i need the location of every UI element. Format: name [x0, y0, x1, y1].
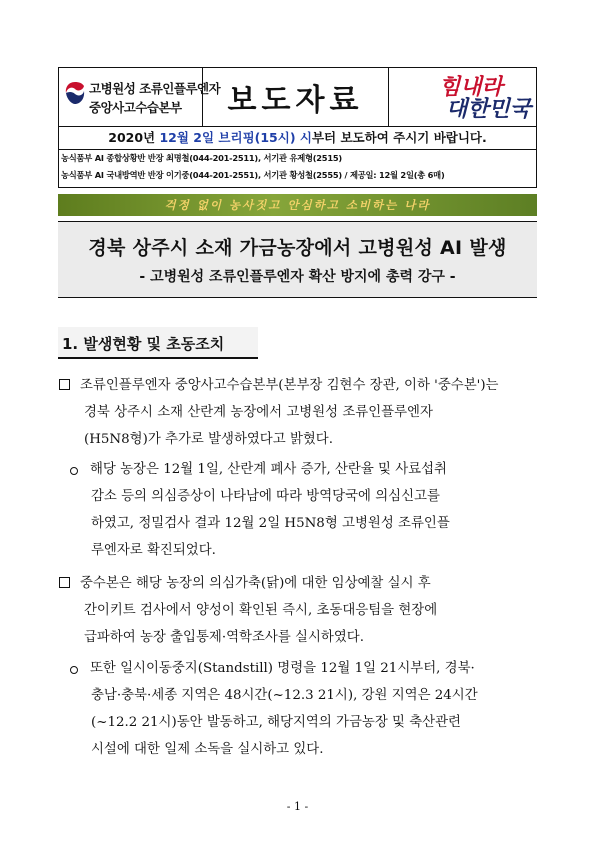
paragraph-line: 충남·충북·세종 지역은 48시간(~12.3 21시), 강원 지역은 24시간	[91, 688, 478, 703]
release-notice	[58, 126, 537, 150]
circle-bullet-icon	[70, 467, 78, 475]
contact-line: 농식품부 AI 종합상황반 반장 최명철(044-201-2511), 서기관 유제형(2515)	[61, 153, 342, 163]
paragraph-line: 경북 상주시 소재 산란계 농장에서 고병원성 조류인플루엔자	[84, 405, 433, 420]
slogan-logo-cell	[389, 68, 536, 126]
headline-box	[58, 221, 537, 298]
paragraph	[90, 456, 450, 564]
paragraph-line: 시설에 대한 일제 소독을 실시하고 있다.	[91, 742, 324, 757]
org-name-line2: 중앙사고수습본부	[89, 100, 182, 115]
paragraph-line: (H5N8형)가 추가로 발생하였다고 밝혔다.	[84, 432, 334, 447]
section-underline	[58, 357, 258, 359]
release-date-time: 12월 2일 브리핑(15시) 시	[159, 130, 312, 145]
circle-bullet-icon	[70, 666, 78, 674]
release-prefix: 2020년	[108, 130, 160, 145]
government-emblem-icon	[64, 80, 86, 106]
paragraph	[90, 655, 478, 763]
slogan-banner	[58, 194, 537, 216]
paragraph-line: 감소 등의 의심증상이 나타남에 따라 방역당국에 의심신고를	[91, 489, 440, 504]
square-bullet-icon	[59, 577, 70, 588]
paragraph	[80, 372, 498, 453]
section-heading	[58, 327, 258, 358]
paragraph-line: 급파하여 농장 출입통제·역학조사를 실시하였다.	[84, 630, 364, 645]
press-header	[58, 67, 537, 126]
square-bullet-icon	[59, 379, 70, 390]
org-name-line1: 고병원성 조류인플루엔자	[89, 81, 221, 96]
logo-text-line2: 대한민국	[446, 96, 532, 122]
contact-info	[58, 150, 537, 188]
paragraph-line: 간이키트 검사에서 양성이 확인된 즉시, 초동대응팀을 현장에	[84, 603, 438, 618]
paragraph-line: 해당 농장은 12월 1일, 산란계 폐사 증가, 산란율 및 사료섭취	[90, 462, 447, 477]
page-number: - 1 -	[286, 800, 309, 813]
paragraph-line: 조류인플루엔자 중앙사고수습본부(본부장 김현수 장관, 이하 '중수본')는	[80, 378, 499, 393]
section-title: 1. 발생현황 및 초동조치	[62, 335, 225, 353]
organization-cell	[59, 68, 221, 126]
paragraph-line: 하였고, 정밀검사 결과 12월 2일 H5N8형 고병원성 조류인플	[91, 516, 450, 531]
paragraph-line: 중수본은 해당 농장의 의심가축(닭)에 대한 임상예찰 실시 후	[80, 576, 431, 591]
release-suffix: 부터 보도하여 주시기 바랍니다.	[311, 130, 487, 145]
sub-title: - 고병원성 조류인플루엔자 확산 방지에 총력 강구 -	[139, 269, 456, 285]
slogan-text: 걱정 없이 농사짓고 안심하고 소비하는 나라	[164, 198, 431, 212]
logo-text-line1: 힘내라	[439, 74, 503, 100]
paragraph-line: 또한 일시이동중지(Standstill) 명령을 12월 1일 21시부터, 경북·	[90, 661, 475, 676]
paragraph	[80, 570, 437, 651]
paragraph-line: 루엔자로 확진되었다.	[91, 543, 216, 558]
paragraph-line: (~12.2 21시)동안 발동하고, 해당지역의 가금농장 및 축산관련	[91, 715, 461, 730]
doc-type-cell	[203, 68, 389, 126]
doc-type-title: 보도자료	[227, 83, 364, 118]
contact-line: 농식품부 AI 국내방역반 반장 이기중(044-201-2551), 서기관 황성철(2555) / 제공일: 12월 2일(총 6매)	[61, 170, 445, 180]
main-title: 경북 상주시 소재 가금농장에서 고병원성 AI 발생	[88, 237, 507, 259]
